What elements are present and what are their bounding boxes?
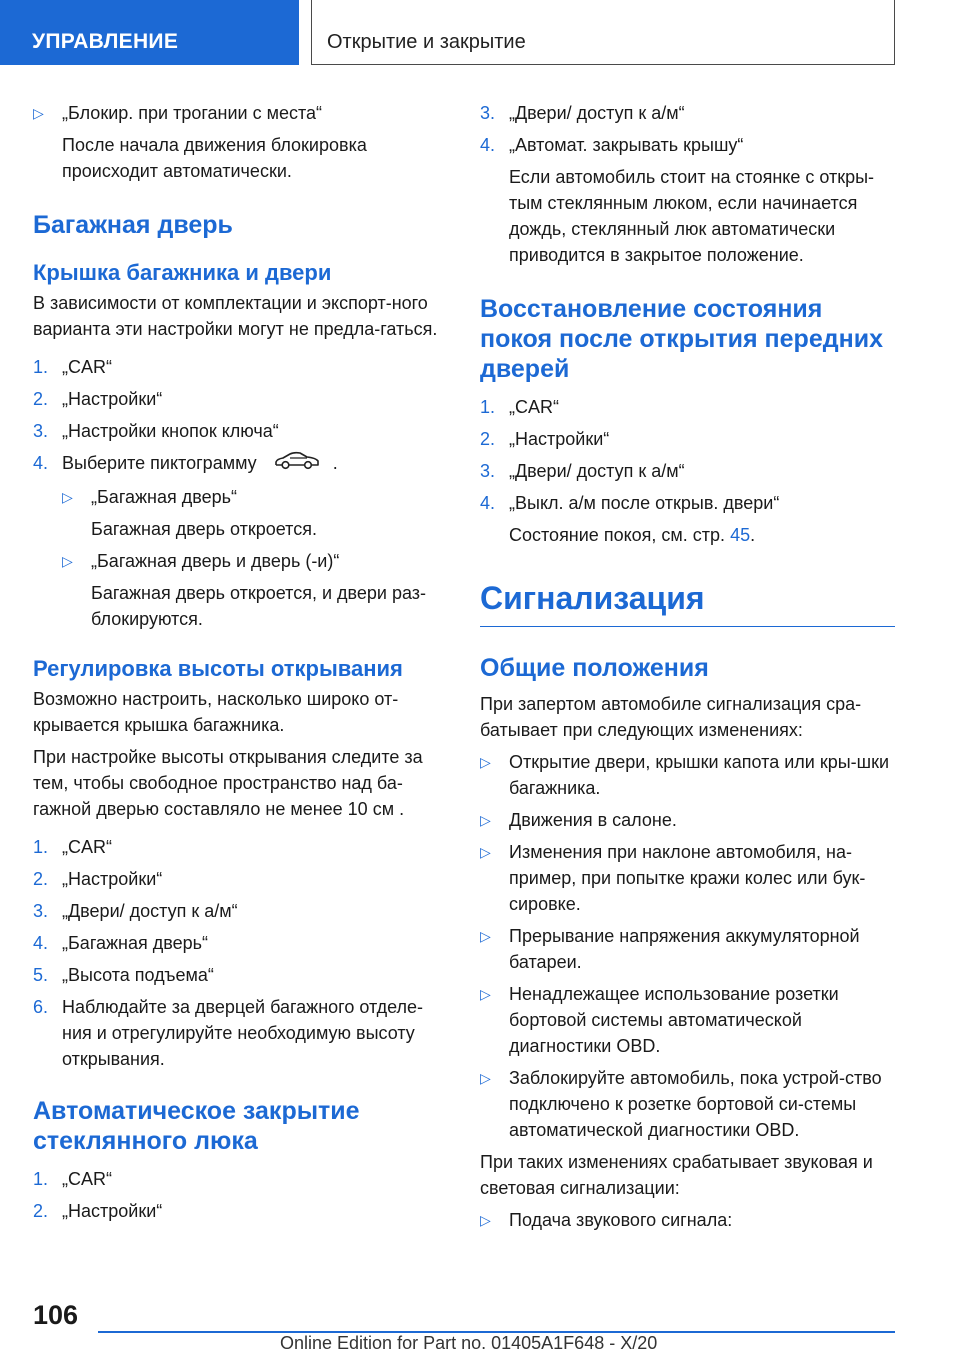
triangle-right-icon: ▷	[62, 488, 73, 505]
list-number: 3.	[480, 461, 496, 481]
list-number: 1.	[33, 357, 49, 377]
list-text: „CAR“	[62, 836, 112, 857]
list-number: 3.	[480, 103, 496, 123]
list-text: „Двери/ доступ к а/м“	[509, 461, 685, 481]
heading-sunroof: Автоматическое закрытие стеклянного люка	[33, 1096, 360, 1155]
list-number: 3.	[33, 900, 49, 921]
list-text: „Высота подъема“	[62, 964, 214, 985]
section-tab: УПРАВЛЕНИЕ	[0, 0, 299, 65]
bullet-text: После начала движения блокировка происходит автоматически.	[62, 135, 367, 181]
list-item	[480, 426, 895, 452]
bullet-text: Багажная дверь откроется, и двери раз-блокируются.	[91, 582, 427, 629]
numbered-list	[33, 354, 445, 478]
list-text: „Настройки“	[62, 1200, 163, 1221]
triangle-right-icon: ▷	[480, 1070, 491, 1086]
list-item	[33, 1166, 445, 1192]
list-number: 4.	[33, 453, 49, 473]
list-number: 3.	[33, 421, 49, 441]
list-item	[480, 1207, 895, 1233]
bullet-text: Заблокируйте автомобиль, пока устрой-ство подключено к розетке бортовой си-стемы автоматической диагностики OBD.	[509, 1068, 882, 1140]
left-column	[33, 100, 445, 1230]
cross-ref-text: Состояние покоя, см. стр.	[509, 525, 726, 545]
list-tail: .	[332, 453, 338, 473]
list-item	[480, 490, 895, 516]
list-text: „Настройки“	[62, 868, 163, 889]
list-item	[480, 458, 895, 484]
triangle-right-icon: ▷	[480, 928, 491, 944]
footer-edition: Online Edition for Part no. 01405A1F648 - X/20	[280, 1333, 658, 1353]
numbered-list	[33, 834, 445, 1072]
heading-restore: Восстановление состояния покоя после открытия передних дверей	[480, 295, 883, 383]
list-item	[33, 962, 445, 988]
heading-lid-doors: Крышка багажника и двери	[33, 260, 332, 285]
paragraph: Возможно настроить, насколько широко от-крывается крышка багажника.	[33, 688, 399, 735]
list-item	[33, 386, 445, 412]
list-text: „CAR“	[62, 357, 112, 377]
bullet-text: Движения в салоне.	[509, 810, 677, 830]
paragraph: В зависимости от комплектации и экспорт-ного варианта эти настройки могут не предла-гаться.	[33, 293, 438, 339]
car-outline-icon	[274, 451, 320, 478]
list-item	[480, 132, 895, 158]
page-link[interactable]: 45	[730, 525, 751, 545]
triangle-right-icon: ▷	[480, 812, 491, 828]
list-number: 5.	[33, 964, 49, 985]
paragraph: При настройке высоты открывания следите за тем, чтобы свободное пространство над ба-гажной дверью составляло не менее 10 см .	[33, 746, 423, 819]
list-text: „Багажная дверь“	[62, 932, 208, 953]
page-number: 106	[33, 1300, 79, 1330]
bullet-text: Изменения при наклоне автомобиля, на-пример, при попытке кражи колес или бук-сировке.	[509, 842, 866, 914]
list-item	[33, 418, 445, 444]
cross-ref-tail: .	[750, 525, 756, 545]
bullet-label: „Багажная дверь и дверь (-и)“	[91, 550, 340, 571]
list-number: 2.	[33, 1200, 49, 1221]
paragraph	[509, 522, 895, 548]
list-item	[480, 1065, 895, 1143]
list-item	[480, 807, 895, 833]
list-item	[480, 923, 895, 975]
list-number: 4.	[480, 493, 496, 513]
list-text: „Настройки“	[509, 429, 610, 449]
list-item	[33, 100, 445, 126]
list-text: „Автомат. закрывать крышу“	[509, 135, 744, 155]
list-number: 4.	[33, 932, 49, 953]
list-number: 2.	[33, 389, 49, 409]
list-item	[33, 866, 445, 892]
heading-height: Регулировка высоты открывания	[33, 655, 403, 681]
bullet-label: „Багажная дверь“	[91, 486, 237, 507]
list-item	[62, 484, 445, 510]
list-number: 1.	[33, 1168, 49, 1189]
list-number: 1.	[480, 397, 496, 417]
list-number: 6.	[33, 996, 49, 1017]
list-item	[33, 1198, 445, 1224]
list-item	[33, 834, 445, 860]
list-item	[33, 450, 445, 478]
triangle-right-icon: ▷	[480, 986, 491, 1002]
triangle-right-icon: ▷	[33, 105, 44, 121]
list-text: „Двери/ доступ к а/м“	[509, 103, 685, 123]
bullet-text: Прерывание напряжения аккумуляторной батареи.	[509, 926, 860, 972]
list-item	[480, 100, 895, 126]
bullet-text: Открытие двери, крышки капота или кры-шки багажника.	[509, 752, 890, 798]
list-item	[33, 898, 445, 924]
list-item	[33, 930, 445, 956]
paragraph: При запертом автомобиле сигнализация сра-батывает при следующих изменениях:	[480, 694, 862, 740]
list-item	[62, 548, 445, 574]
heading-alarm: Сигнализация	[480, 578, 895, 627]
list-text: „Выкл. а/м после открыв. двери“	[509, 493, 780, 513]
list-text: Наблюдайте за дверцей багажного отделе-ния и отрегулируйте необходимую высоту открывания.	[62, 996, 424, 1069]
paragraph: Если автомобиль стоит на стоянке с откры-тым стеклянным люком, если начинается дождь, стеклянный люк автоматически приводится в закрытое положение.	[509, 167, 875, 265]
list-item	[480, 394, 895, 420]
heading-tailgate: Багажная дверь	[33, 211, 233, 239]
list-text: „CAR“	[509, 397, 559, 417]
bullet-label: „Блокир. при трогании с места“	[62, 103, 323, 123]
list-number: 2.	[480, 429, 496, 449]
list-text: „CAR“	[62, 1168, 112, 1189]
list-item	[480, 839, 895, 917]
list-text: „Двери/ доступ к а/м“	[62, 900, 238, 921]
list-number: 4.	[480, 135, 496, 155]
list-text: „Настройки“	[62, 389, 163, 409]
triangle-right-icon: ▷	[480, 844, 491, 860]
list-item	[33, 354, 445, 380]
chapter-title: Открытие и закрытие	[311, 0, 895, 65]
list-item	[480, 981, 895, 1059]
list-item	[480, 749, 895, 801]
list-number: 2.	[33, 868, 49, 889]
list-text: Выберите пиктограмму	[62, 453, 257, 473]
right-column	[480, 100, 895, 1239]
bullet-text: Багажная дверь откроется.	[91, 518, 317, 539]
triangle-right-icon: ▷	[62, 552, 73, 569]
triangle-right-icon: ▷	[480, 1212, 491, 1228]
list-text: „Настройки кнопок ключа“	[62, 421, 279, 441]
heading-general: Общие положения	[480, 654, 709, 682]
bullet-text: Ненадлежащее использование розетки бортовой системы автоматической диагностики OBD.	[509, 984, 839, 1056]
paragraph: При таких изменениях срабатывает звуковая и световая сигнализации:	[480, 1152, 873, 1198]
list-item	[33, 994, 445, 1072]
bullet-text: Подача звукового сигнала:	[509, 1210, 733, 1230]
triangle-right-icon: ▷	[480, 754, 491, 770]
list-number: 1.	[33, 836, 49, 857]
